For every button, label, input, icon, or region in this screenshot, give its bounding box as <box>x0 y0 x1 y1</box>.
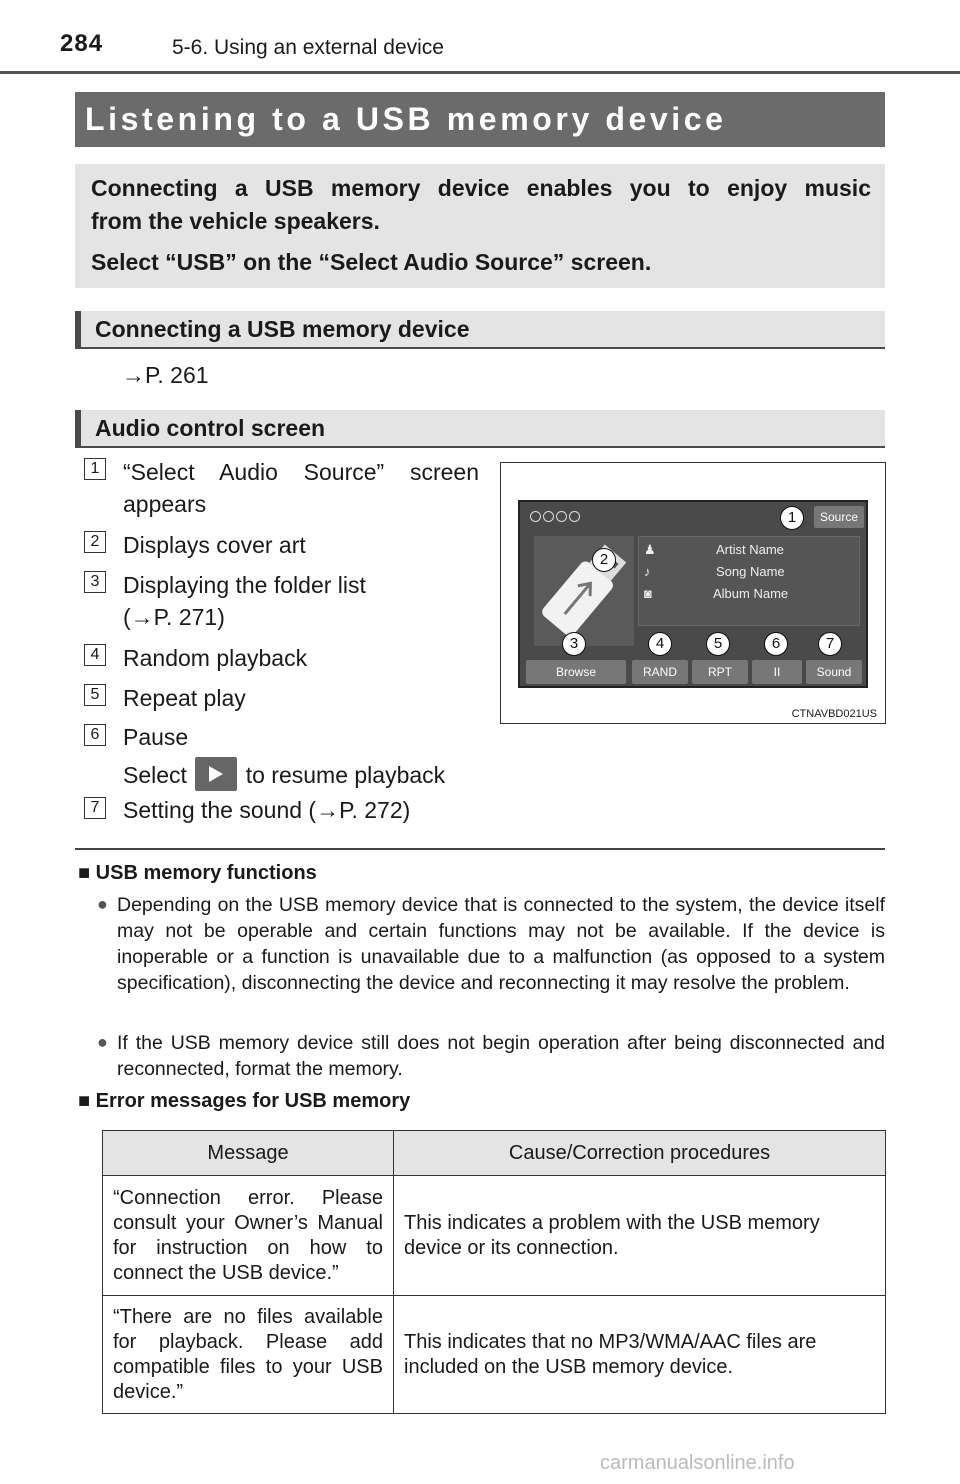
square-bullet-icon: ■ <box>78 1090 91 1112</box>
error-cause-cell: This indicates that no MP3/WMA/AAC files are included on the USB memory device. <box>394 1296 886 1414</box>
callout-7: 7 <box>818 632 842 656</box>
section-reference: 5-6. Using an external device <box>172 36 444 59</box>
list-number-1: 1 <box>84 458 106 480</box>
callout-2: 2 <box>592 548 616 572</box>
list-item-7: Setting the sound (→P. 272) <box>123 797 411 823</box>
error-messages-table <box>102 1130 886 1414</box>
page-number: 284 <box>60 30 104 57</box>
table-row <box>103 1176 886 1296</box>
table-row <box>103 1296 886 1414</box>
list-number-4: 4 <box>84 644 106 666</box>
browse-button[interactable]: Browse <box>526 660 626 684</box>
list-number-6: 6 <box>84 724 106 746</box>
resume-post-text: to resume playback <box>245 762 446 788</box>
artist-name: Artist Name <box>716 542 784 557</box>
watermark: carmanualsonline.info <box>600 1452 795 1474</box>
list-item-6-line-2 <box>123 757 445 791</box>
error-message-cell: “There are no files available for playback. Please add compatible files to your USB device.” <box>103 1296 394 1414</box>
list-number-7: 7 <box>84 797 106 819</box>
circle-bullet-icon: ● <box>97 894 108 914</box>
random-button[interactable]: RAND <box>632 660 688 684</box>
callout-6: 6 <box>764 632 788 656</box>
intro-line-3: Select “USB” on the “Select Audio Source” screen. <box>91 249 652 275</box>
errors-heading: Error messages for USB memory <box>95 1090 411 1112</box>
intro-box <box>75 164 885 288</box>
list-item-1-line-1: “Select Audio Source” screen <box>123 459 479 485</box>
audio-screen <box>518 500 868 688</box>
circle-bullet-icon: ● <box>97 1032 108 1052</box>
pause-button[interactable]: II <box>752 660 802 684</box>
column-header-cause: Cause/Correction procedures <box>394 1131 886 1176</box>
list-number-5: 5 <box>84 684 106 706</box>
table-header-row <box>103 1131 886 1176</box>
figure-code: CTNAVBD021US <box>791 708 877 720</box>
intro-line-1: Connecting a USB memory device enables you to enjoy music <box>91 175 871 201</box>
list-item-3-line-2: (→P. 271) <box>123 604 225 630</box>
errors-heading-row <box>78 1090 410 1113</box>
audio-control-heading: Audio control screen <box>95 415 326 441</box>
list-item-4: Random playback <box>123 645 308 671</box>
error-cause-cell: This indicates a problem with the USB memory device or its connection. <box>394 1176 886 1296</box>
page-title-bar <box>75 92 885 147</box>
functions-heading-row <box>78 862 317 885</box>
callout-5: 5 <box>706 632 730 656</box>
connecting-heading-bar <box>75 311 885 349</box>
header-divider <box>0 71 960 74</box>
play-icon <box>195 757 237 791</box>
status-dot-icon <box>543 511 554 522</box>
song-name: Song Name <box>716 564 785 579</box>
status-dot-icon <box>556 511 567 522</box>
album-name: Album Name <box>713 586 789 601</box>
resume-pre-text: Select <box>123 762 187 788</box>
callout-3: 3 <box>562 632 586 656</box>
list-number-3: 3 <box>84 571 106 593</box>
functions-heading: USB memory functions <box>95 862 317 884</box>
callout-4: 4 <box>648 632 672 656</box>
column-header-message: Message <box>103 1131 394 1176</box>
list-item-3-line-1: Displaying the folder list <box>123 572 366 598</box>
repeat-button[interactable]: RPT <box>692 660 748 684</box>
connecting-heading: Connecting a USB memory device <box>95 316 470 342</box>
list-item-2: Displays cover art <box>123 532 306 558</box>
callout-1: 1 <box>780 506 804 530</box>
status-dot-icon <box>569 511 580 522</box>
page-title: Listening to a USB memory device <box>85 101 727 137</box>
list-item-5: Repeat play <box>123 685 246 711</box>
functions-bullet-2: If the USB memory device still does not begin operation after being disconnected and reconnected, format the memory. <box>117 1032 885 1080</box>
audio-control-heading-bar <box>75 410 885 448</box>
album-icon: ◙ <box>644 586 652 601</box>
song-icon: ♪ <box>644 564 651 579</box>
status-dot-icon <box>530 511 541 522</box>
list-item-1-line-2: appears <box>123 491 207 517</box>
artist-icon: ♟ <box>644 542 656 557</box>
error-message-cell: “Connection error. Please consult your Owner’s Manual for instruction on how to connect the USB device.” <box>103 1176 394 1296</box>
functions-bullet-1: Depending on the USB memory device that is connected to the system, the device itself may not be operable and certain functions may not be available. If the device is inoperable or a function is unavailable due to a malfunction (as opposed to a system specification), disconnecting the device and reconnecting it may resolve the problem. <box>117 894 885 994</box>
audio-screen-figure <box>500 462 886 724</box>
list-number-2: 2 <box>84 531 106 553</box>
connecting-page-ref: →P. 261 <box>122 362 209 388</box>
list-item-6-line-1: Pause <box>123 724 189 750</box>
square-bullet-icon: ■ <box>78 862 91 884</box>
source-button[interactable]: Source <box>814 506 864 528</box>
sound-button[interactable]: Sound <box>806 660 862 684</box>
usb-stick-icon <box>534 536 634 646</box>
section-divider <box>75 848 885 850</box>
intro-line-2: from the vehicle speakers. <box>91 208 380 234</box>
